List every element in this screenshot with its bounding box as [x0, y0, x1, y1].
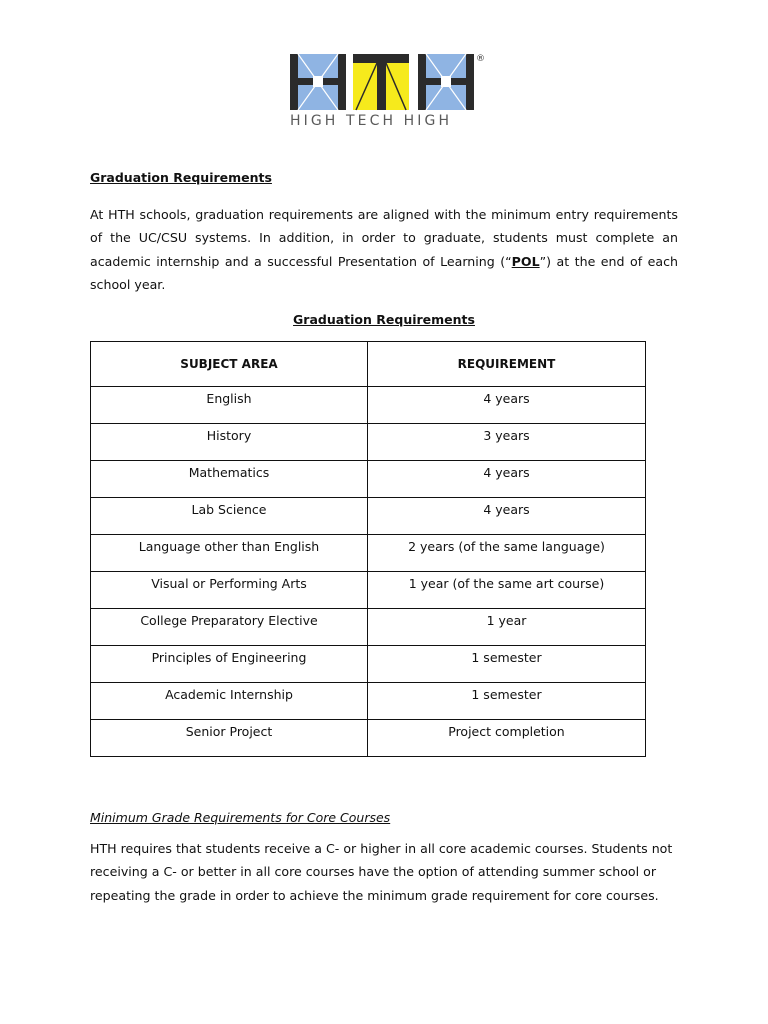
- requirement-cell: 4 years: [368, 498, 646, 535]
- intro-text-end: ”) at the end of each school year.: [90, 253, 678, 292]
- table-row: [91, 646, 646, 683]
- subject-cell: History: [91, 424, 368, 461]
- table-row: [91, 498, 646, 535]
- intro-text-start: At HTH schools, graduation requirements are aligned with the minimum entry requirements of the UC/CSU systems. In addition, in order to graduate, students must complete an academic internship and a successful Presentation of Learning (“: [90, 207, 678, 269]
- logo-wordmark: HIGH TECH HIGH: [290, 113, 453, 129]
- subject-cell: Academic Internship: [91, 683, 368, 720]
- requirement-cell: 4 years: [368, 387, 646, 424]
- requirement-cell: 1 semester: [368, 646, 646, 683]
- section-heading: Graduation Requirements: [90, 170, 272, 185]
- header-subject-area: SUBJECT AREA: [91, 342, 368, 387]
- requirement-cell: 1 semester: [368, 683, 646, 720]
- requirement-cell: 3 years: [368, 424, 646, 461]
- table-row: [91, 572, 646, 609]
- table-row: [91, 461, 646, 498]
- table-header-row: [91, 342, 646, 387]
- requirement-cell: 4 years: [368, 461, 646, 498]
- subject-cell: English: [91, 387, 368, 424]
- table-title: Graduation Requirements: [293, 312, 475, 327]
- subject-cell: Principles of Engineering: [91, 646, 368, 683]
- requirement-cell: 1 year: [368, 609, 646, 646]
- table-row: [91, 387, 646, 424]
- subject-cell: Visual or Performing Arts: [91, 572, 368, 609]
- pol-term: POL: [511, 253, 540, 269]
- subject-cell: Language other than English: [91, 535, 368, 572]
- header-requirement: REQUIREMENT: [368, 342, 646, 387]
- table-row: [91, 535, 646, 572]
- subject-cell: Lab Science: [91, 498, 368, 535]
- hth-logo: [290, 52, 490, 132]
- table-row: [91, 683, 646, 720]
- registered-mark: ®: [476, 54, 485, 64]
- grade-requirements-paragraph: HTH requires that students receive a C- or higher in all core academic courses. Students not receiving a C- or better in all core courses have the option of attending summer school or repeating the grade in order to achieve the minimum grade requirement for core courses.: [90, 841, 673, 903]
- requirement-cell: 1 year (of the same art course): [368, 572, 646, 609]
- table-row: [91, 424, 646, 461]
- subject-cell: College Preparatory Elective: [91, 609, 368, 646]
- table-row: [91, 609, 646, 646]
- grade-requirements-heading: Minimum Grade Requirements for Core Courses: [90, 810, 391, 825]
- subject-cell: Mathematics: [91, 461, 368, 498]
- table-row: [91, 720, 646, 757]
- intro-paragraph: [90, 203, 678, 296]
- requirement-cell: 2 years (of the same language): [368, 535, 646, 572]
- hth-logo-mark: [290, 52, 476, 112]
- subject-cell: Senior Project: [91, 720, 368, 757]
- requirement-cell: Project completion: [368, 720, 646, 757]
- requirements-table: [90, 341, 646, 757]
